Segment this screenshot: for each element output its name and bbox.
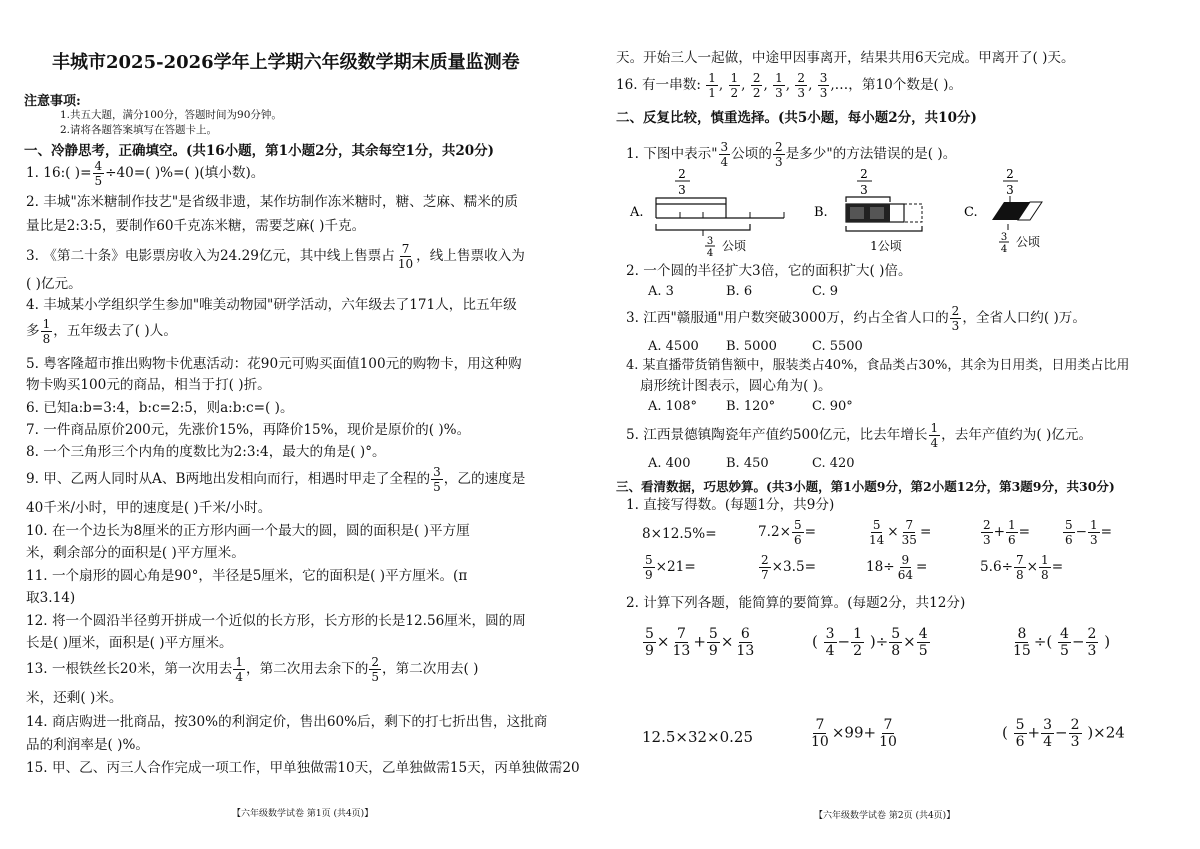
option-a-label: A. — [630, 205, 644, 220]
fraction: $\frac{1}{4}$ — [235, 655, 244, 684]
question-11-line-1: 11. 一个扇形的圆心角是90°，半径是5厘米，它的面积是( )平方厘米。(π — [26, 568, 468, 584]
option-4a: A. 108° — [648, 399, 697, 414]
question-9: 9. 甲、乙两人同时从A、B两地出发相向而行，相遇时甲走了全程的 $\frac{3}{5}$ ，乙的速度是 — [26, 465, 526, 494]
question-10-line-1: 10. 在一个边长为8厘米的正方形内画一个最大的圆，圆的面积是( )平方厘 — [26, 523, 470, 539]
fraction: $\frac{2}{3}$ — [774, 140, 783, 169]
svg-text:3: 3 — [678, 183, 686, 197]
sequence-fraction: $\frac{1}{3}$ — [775, 71, 783, 100]
svg-text:4: 4 — [1000, 244, 1008, 255]
section-2-heading: 二、反复比较，慎重选择。(共5小题，每小题2分，共10分) — [616, 110, 977, 126]
question-4-line-2: 多 $\frac{1}{8}$ ，五年级去了( )人。 — [26, 317, 177, 346]
calc-expression: $\frac{8}{15}$ ÷( $\frac{4}{5}$ − $\frac{2}{3}$ ) — [1013, 626, 1111, 659]
sequence-fraction: $\frac{3}{3}$ — [819, 71, 828, 100]
exam-title: 丰城市2025-2026学年上学期六年级数学期末质量监测卷 — [52, 52, 520, 73]
fraction: $\frac{3}{4}$ — [720, 140, 729, 169]
svg-text:公顷: 公顷 — [1016, 235, 1041, 249]
svg-text:3: 3 — [1006, 183, 1014, 197]
question-10-line-2: 米，剩余部分的面积是( )平方厘米。 — [26, 545, 245, 561]
choice-question-2: 2. 一个圆的半径扩大3倍，它的面积扩大( )倍。 — [626, 263, 912, 279]
page-footer: 【六年级数学试卷 第2页 (共4页)】 — [814, 811, 956, 821]
calc-expression: ( $\frac{5}{6}$ + $\frac{3}{4}$ − $\frac{2}{3}$ )×24 — [1002, 717, 1125, 750]
question-16: 16. 有一串数: $\frac{1}{1}$ , $\frac{1}{2}$ , $\frac{2}{2}$ , $\frac{1}{3}$ , $\frac{2}{3}$ , $\frac{3}{3}$ ,…，第10个数是( )。 — [616, 71, 963, 100]
expression: $\frac{5}{6}$ − $\frac{1}{3}$ = — [1065, 518, 1113, 547]
section-1-heading: 一、冷静思考，正确填空。(共16小题，第1小题2分，其余每空1分，共20分) — [24, 143, 495, 159]
question-2-line-2: 量比是2:3:5，要制作60千克冻米糖，需要芝麻( )千克。 — [26, 218, 366, 234]
svg-text:公顷: 公顷 — [722, 239, 747, 253]
choice-question-4-line-1: 4. 某直播带货销售额中，服装类占40%，食品类占30%，其余为日用类，日用类占比用 — [626, 358, 1130, 373]
option-2a: A. 3 — [648, 284, 674, 299]
section-3-question-1: 1. 直接写得数。(每题1分，共9分) — [626, 497, 835, 513]
sequence-fraction: $\frac{1}{2}$ — [730, 71, 739, 100]
svg-text:3: 3 — [1000, 232, 1008, 243]
question-13-line-2: 米，还剩( )米。 — [26, 690, 123, 706]
option-3c: C. 5500 — [812, 339, 863, 354]
svg-text:3: 3 — [860, 183, 868, 197]
expression: $\frac{5}{14}$ × $\frac{7}{35}$ = — [869, 518, 932, 547]
exam-page-1 — [0, 0, 592, 849]
question-11-line-2: 取3.14) — [26, 590, 76, 606]
fraction: $\frac{1}{8}$ — [42, 317, 51, 346]
option-4b: B. 120° — [726, 399, 776, 414]
option-c-label: C. — [964, 205, 978, 220]
svg-text:2: 2 — [860, 167, 868, 181]
question-7: 7. 一件商品原价200元，先涨价15%，再降价15%，现价是原价的( )%。 — [26, 422, 471, 438]
question-12-line-2: 长是( )厘米，面积是( )平方厘米。 — [26, 635, 233, 651]
question-8: 8. 一个三角形三个内角的度数比为2:3:4，最大的角是( )°。 — [26, 444, 386, 460]
expression: 8×12.5%= — [642, 526, 717, 542]
question-3-line-2: ( )亿元。 — [26, 276, 82, 292]
question-6: 6. 已知a:b=3:4，b:c=2:5，则a:b:c=( )。 — [26, 400, 294, 416]
fraction: $\frac{2}{5}$ — [371, 655, 379, 684]
sequence-fraction: $\frac{2}{3}$ — [797, 71, 806, 100]
fraction: $\frac{2}{3}$ — [951, 304, 960, 333]
question-14-line-2: 品的利润率是( )%。 — [26, 737, 150, 753]
question-15: 15. 甲、乙、丙三人合作完成一项工作，甲单独做需10天，乙单独做需15天，丙单独做需20 — [26, 760, 580, 776]
question-15-continued: 天。开始三人一起做，中途甲因事离开，结果共用6天完成。甲离开了( )天。 — [616, 50, 1075, 66]
question-1: 1. 16:( )= $\frac{4}{5}$ ÷40=( )%=( )(填小数)。 — [26, 159, 265, 188]
expression: $\frac{2}{7}$ ×3.5= — [761, 553, 817, 582]
option-b-label: B. — [814, 205, 828, 220]
option-3a: A. 4500 — [648, 339, 699, 354]
brace-bottom — [656, 224, 750, 230]
svg-text:4: 4 — [706, 248, 714, 258]
expression: $\frac{2}{3}$ + $\frac{1}{6}$ = — [983, 518, 1031, 547]
notes-heading: 注意事项: — [24, 94, 81, 109]
fraction: $\frac{7}{10}$ — [397, 242, 414, 271]
calc-expression: 12.5×32×0.25 — [642, 728, 754, 746]
question-12-line-1: 12. 将一个圆沿半径剪开拼成一个近似的长方形，长方形的长是12.56厘米，圆的周 — [26, 613, 526, 629]
option-5b: B. 450 — [726, 456, 769, 471]
option-5a: A. 400 — [648, 456, 691, 471]
question-5-line-2: 物卡购买100元的商品，相当于打( )折。 — [26, 377, 271, 393]
question-4-line-1: 4. 丰城某小学组织学生参加"唯美动物园"研学活动，六年级去了171人，比五年级 — [26, 297, 517, 313]
exam-page-2 — [608, 0, 1200, 849]
question-13: 13. 一根铁丝长20米，第一次用去 $\frac{1}{4}$ ，第二次用去余下的 $\frac{2}{5}$ ，第二次用去( ) — [26, 655, 479, 684]
expression: 5.6÷ $\frac{7}{8}$ × $\frac{1}{8}$ = — [980, 553, 1064, 582]
svg-text:2: 2 — [678, 167, 686, 181]
choice-question-4-line-2: 扇形统计图表示，圆心角为( )。 — [640, 378, 832, 394]
sequence-fraction: $\frac{2}{2}$ — [752, 71, 761, 100]
svg-text:1公顷: 1公顷 — [870, 239, 902, 253]
option-5c: C. 420 — [812, 456, 855, 471]
section-3-heading: 三、看清数据，巧思妙算。(共3小题，第1小题9分，第2小题12分，第3题9分，共30分) — [616, 479, 1115, 494]
sequence-fraction: $\frac{1}{1}$ — [708, 71, 716, 100]
question-5-line-1: 5. 粤客隆超市推出购物卡优惠活动：花90元可购买面值100元的购物卡，用这种购 — [26, 356, 522, 372]
question-3: 3. 《第二十条》电影票房收入为24.29亿元，其中线上售票占 $\frac{7}{10}$ ，线上售票收入为 — [26, 242, 525, 271]
note-1: 1.共五大题，满分100分，答题时间为90分钟。 — [60, 109, 282, 121]
question-9-line-2: 40千米/小时，甲的速度是( )千米/小时。 — [26, 500, 272, 516]
page-footer: 【六年级数学试卷 第1页 (共4页)】 — [232, 809, 374, 819]
note-2: 2.请将各题答案填写在答题卡上。 — [60, 124, 218, 136]
choice-question-3: 3. 江西"赣服通"用户数突破3000万，约占全省人口的 $\frac{2}{3}$ ，全省人口约( )万。 — [626, 304, 1086, 333]
expression: 18÷ $\frac{9}{64}$ = — [866, 553, 928, 582]
svg-text:2: 2 — [1006, 167, 1014, 181]
calc-expression: $\frac{7}{10}$ ×99+ $\frac{7}{10}$ — [811, 717, 897, 750]
option-4c: C. 90° — [812, 399, 853, 414]
fraction-diagram — [618, 164, 1088, 258]
calc-expression: $\frac{5}{9}$ × $\frac{7}{13}$ + $\frac{5}{9}$ × $\frac{6}{13}$ — [645, 626, 755, 659]
brace-top — [656, 198, 726, 204]
section-3-question-2: 2. 计算下列各题，能简算的要简算。(每题2分，共12分) — [626, 595, 966, 611]
expression: $\frac{5}{9}$ ×21= — [645, 553, 696, 582]
choice-question-5: 5. 江西景德镇陶瓷年产值约500亿元，比去年增长 $\frac{1}{4}$ ，去年产值约为( )亿元。 — [626, 421, 1093, 450]
choice-question-1: 1. 下图中表示" $\frac{3}{4}$ 公顷的 $\frac{2}{3}$ 是多少"的方法错误的是( )。 — [626, 140, 957, 169]
question-14-line-1: 14. 商店购进一批商品，按30%的利润定价，售出60%后，剩下的打七折出售，这批商 — [26, 714, 548, 730]
option-2c: C. 9 — [812, 284, 839, 299]
svg-text:3: 3 — [706, 236, 714, 247]
expression: 7.2× $\frac{5}{6}$ = — [758, 518, 817, 547]
option-3b: B. 5000 — [726, 339, 777, 354]
option-2b: B. 6 — [726, 284, 753, 299]
question-2-line-1: 2. 丰城"冻米糖制作技艺"是省级非遗，某作坊制作冻米糖时，糖、芝麻、糯米的质 — [26, 194, 518, 210]
fraction: $\frac{1}{4}$ — [930, 421, 939, 450]
fraction: $\frac{4}{5}$ — [94, 159, 103, 188]
fraction: $\frac{3}{5}$ — [433, 465, 441, 494]
calc-expression: ( $\frac{3}{4}$ − $\frac{1}{2}$ )÷ $\frac{5}{8}$ × $\frac{4}{5}$ — [812, 626, 928, 659]
